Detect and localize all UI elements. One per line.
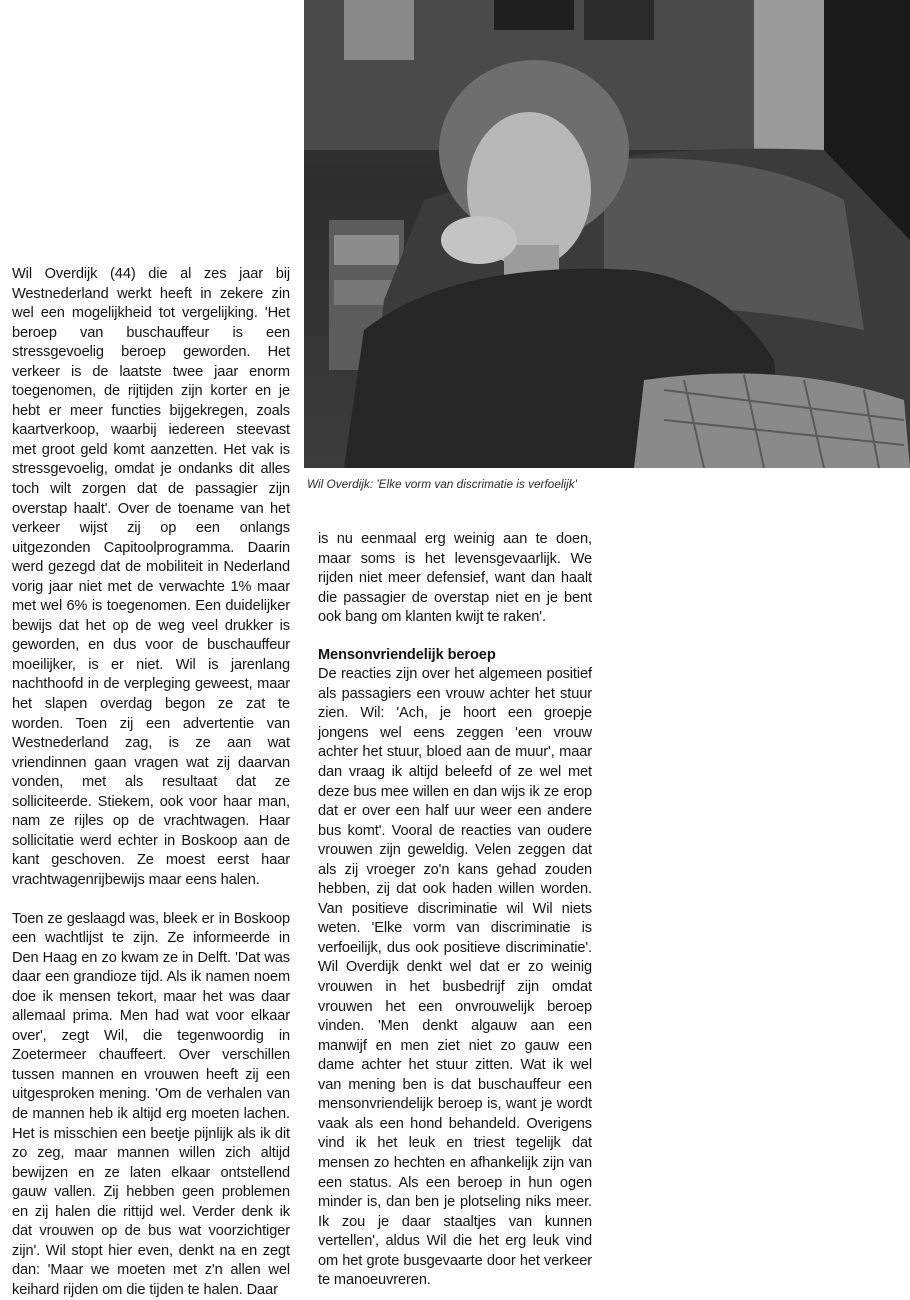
- photo-caption: Wil Overdijk: 'Elke vorm van discrimatie is verfoelijk': [307, 476, 597, 492]
- article-paragraph: Toen ze geslaagd was, bleek er in Boskoop een wachtlijst te zijn. Ze informeerde in Den Haag en zo kwam ze in Delft. 'Dat was daar een grandioze tijd. Als ik namen noem doe ik mensen tekort, maar het was daar allemaal prima. Men had wat voor elkaar over', zegt Wil, die tegenwoordig in Zoetermeer chauffeert. Over verschillen tussen mannen en vrouwen heeft zij een uitgesproken mening. 'Om de verhalen van de mannen heb ik altijd erg moeten lachen. Het is misschien een beetje pijnlijk als ik dit zo zeg, maar mannen willen zich altijd bewijzen en ze laten elkaar ontstellend gauw vallen. Zij hebben geen problemen en zij halen die rittijd wel. Verder denk ik dat vrouwen op de bus wat voorzichtiger zijn'. Wil stopt hier even, denkt na en zegt dan: 'Maar we moeten met z'n allen wel keihard rijden om die tijden te halen. Daar: [12, 910, 290, 1300]
- article-paragraph: Wil Overdijk (44) die al zes jaar bij Westnederland werkt heeft in zekere zin wel een mogelijkheid tot vergelijking. 'Het beroep van buschauffeur is een stressgevoelig beroep geworden. Het verkeer is de laatste twee jaar enorm toegenomen, de rijtijden zijn korter en je hebt er meer functies bijgekregen, zoals kaartverkoop, waarbij iedereen steevast met groot geld komt aanzetten. Het vak is stressgevoelig, omdat je ondanks dit alles toch wilt zorgen dat de passagier zijn overstap haalt'. Over de toename van het verkeer wijst zij op een onlangs uitgezonden Capitoolprogramma. Daarin werd gezegd dat de mobiliteit in Nederland vorig jaar niet met de verwachte 1% maar met wel 6% is toegenomen. Een duidelijker bewijs dat het op de weg veel drukker is geworden, en dus voor de buschauffeur moeilijker, is er niet. Wil is jarenlang nachthoofd in de verpleging geweest, maar het slapen overdag begon ze zat te worden. Toen zij een advertentie van Westnederland zag, is ze aan wat vriendinnen gaan vragen wat zij daarvan vonden, met als resultaat dat ze solliciteerde. Stiekem, ook voor haar man, nam ze rijles op de vrachtwagen. Haar sollicitatie werd echter in Boskoop aan de kant geschoven. Ze moest eerst haar vrachtwagenrijbewijs maar eens halen.: [12, 265, 290, 891]
- right-text-column: [318, 530, 592, 1291]
- portrait-photo-graphic: [304, 0, 910, 468]
- article-paragraph: is nu eenmaal erg weinig aan te doen, maar soms is het levensgevaarlijk. We rijden niet meer defensief, want dan haalt die passagier de overstap niet en je bent ook bang om klanten kwijt te raken'.: [318, 530, 592, 628]
- portrait-photo: [304, 0, 910, 468]
- left-text-column: [12, 265, 290, 1300]
- article-paragraph: De reacties zijn over het algemeen positief als passagiers een vrouw achter het stuur zien. Wil: 'Ach, je hoort een groepje jongens wel eens zeggen 'een vrouw achter het stuur, bloed aan de muur', maar dan vraag ik altijd beleefd of ze wel met deze bus mee willen en dan wijs ik ze erop dat er over een half uur weer een andere bus komt'. Vooral de reacties van oudere vrouwen zijn geweldig. Velen zeggen dat als zij vroeger zo'n kans gehad zouden hebben, zij dat ook haden willen worden. Van positieve discriminatie wil Wil niets weten. 'Elke vorm van discriminatie is verfoeilijk, dus ook positieve discriminatie'. Wil Overdijk denkt wel dat er zo weinig vrouwen in het busbedrijf zijn omdat vrouwen het een onvrouwelijk beroep vinden. 'Men denkt algauw aan een manwijf en men ziet niet zo gauw een dame achter het stuur zitten. Wat ik wel van mening ben is dat buschauffeur een mensonvriendelijk beroep is, want je wordt vaak als een hond behandeld. Overigens vind ik het leuk en triest tegelijk dat mensen zo hechten en afhankelijk zijn van een status. Als een beroep in hun ogen minder is, dan ben je plotseling niks meer. Ik zou je daar staaltjes van kunnen vertellen', aldus Wil die het erg leuk vind om het grote busgevaarte door het verkeer te manoeuvreren.: [318, 665, 592, 1291]
- paragraph-spacer: [318, 628, 592, 646]
- section-heading: Mensonvriendelijk beroep: [318, 646, 592, 666]
